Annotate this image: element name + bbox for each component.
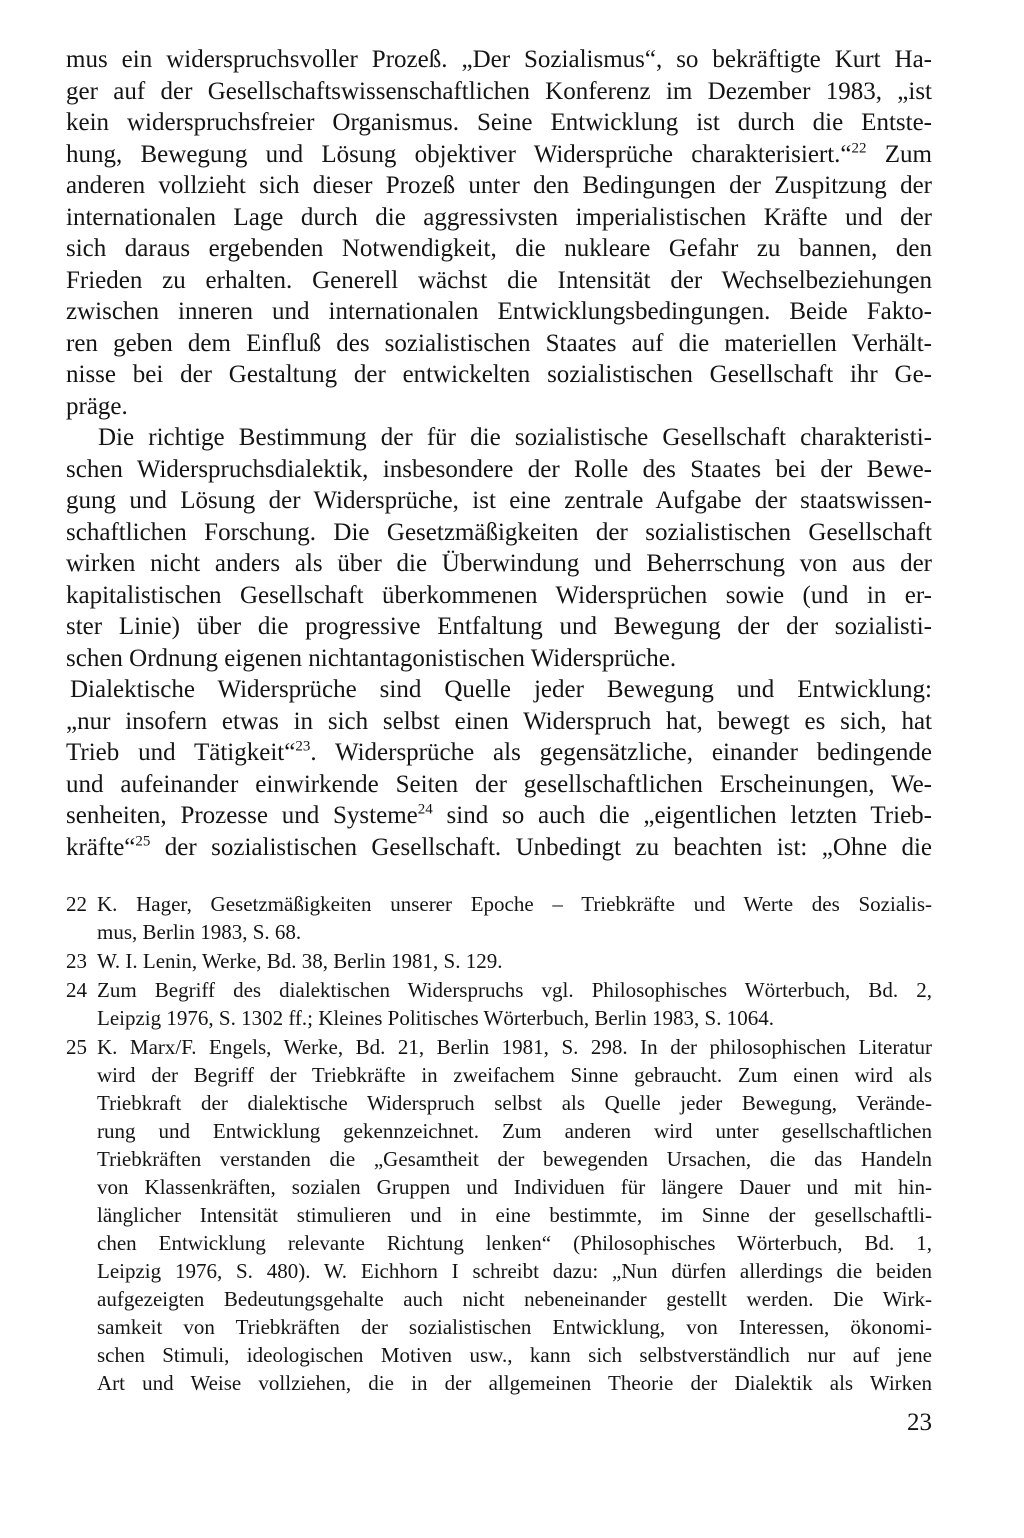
text-line: Frieden zu erhalten. Generell wächst die Intensität der Wechselbeziehungen	[66, 266, 932, 294]
footnote-line: länglicher Intensität stimulieren und in eine bestimmte, im Sinne der gesellschaftli-	[97, 1203, 932, 1227]
text-line: wirken nicht anders als über die Überwindung und Beherrschung von aus der	[66, 550, 932, 577]
footnote-ref: 25	[135, 833, 151, 850]
text-line	[66, 832, 932, 864]
footnote-line: Triebkraft der dialektische Widerspruch selbst als Quelle jeder Bewegung, Verände-	[97, 1091, 932, 1115]
text-segment: der sozialistischen Gesellschaft. Unbedingt zu beachten ist: „Ohne die	[150, 833, 932, 861]
footnote-line: Leipzig 1976, S. 480). W. Eichhorn I schreibt dazu: „Nun dürfen allerdings die beiden	[97, 1259, 932, 1283]
text-line: „nur insofern etwas in sich selbst einen Widerspruch hat, bewegt es sich, hat	[66, 707, 932, 735]
text-segment: Zum	[866, 140, 933, 168]
text-line: schen Ordnung eigenen nichtantagonistischen Widersprüche.	[66, 644, 677, 672]
footnote-line: mus, Berlin 1983, S. 68.	[97, 920, 302, 944]
text-line	[66, 737, 932, 769]
text-line: schaftlichen Forschung. Die Gesetzmäßigkeiten der sozialistischen Gesellschaft	[66, 518, 932, 546]
text-line: gung und Lösung der Widersprüche, ist eine zentrale Aufgabe der staatswissen-	[66, 487, 932, 514]
text-line: sich daraus ergebenden Notwendigkeit, die nukleare Gefahr zu bannen, den	[66, 235, 932, 262]
footnote-line: samkeit von Triebkräften der sozialistischen Entwicklung, von Interessen, ökonomi-	[97, 1315, 932, 1339]
footnote-22	[66, 890, 932, 946]
text-line: Die richtige Bestimmung der für die sozialistische Gesellschaft charakteristi-	[98, 424, 932, 451]
text-line: ger auf der Gesellschaftswissenschaftlichen Konferenz im Dezember 1983, „ist	[66, 77, 932, 105]
text-segment: kräfte“	[66, 833, 136, 861]
text-line: kapitalistischen Gesellschaft überkommenen Widersprüchen sowie (und in er-	[66, 581, 932, 609]
text-line: ster Linie) über die progressive Entfaltung und Bewegung der der sozialisti-	[66, 613, 932, 640]
footnote-number: 24	[66, 978, 87, 1002]
footnote-number: 25	[66, 1035, 87, 1059]
footnote-line: von Klassenkräften, sozialen Gruppen und Individuen für längere Dauer und mit hin-	[97, 1175, 932, 1199]
footnote-24	[66, 976, 932, 1032]
text-line	[66, 800, 932, 832]
footnote-line: Zum Begriff des dialektischen Widerspruchs vgl. Philosophisches Wörterbuch, Bd. 2,	[97, 978, 932, 1002]
footnote-line: Leipzig 1976, S. 1302 ff.; Kleines Politisches Wörterbuch, Berlin 1983, S. 1064.	[97, 1006, 774, 1030]
footnote-line: K. Marx/F. Engels, Werke, Bd. 21, Berlin 1981, S. 298. In der philosophischen Literatur	[97, 1035, 932, 1059]
text-line: und aufeinander einwirkende Seiten der gesellschaftlichen Erscheinungen, We-	[66, 770, 932, 798]
text-line: ren geben dem Einfluß des sozialistischen Staates auf die materiellen Verhält-	[66, 329, 932, 357]
footnote-ref: 24	[417, 801, 433, 818]
footnote-number: 23	[66, 949, 87, 973]
text-line: nisse bei der Gestaltung der entwickelten sozialistischen Gesellschaft ihr Ge-	[66, 361, 932, 388]
footnote-line: W. I. Lenin, Werke, Bd. 38, Berlin 1981, S. 129.	[97, 949, 503, 973]
text-line: schen Widerspruchsdialektik, insbesondere der Rolle des Staates bei der Bewe-	[66, 455, 932, 483]
footnote-line: Art und Weise vollziehen, die in der allgemeinen Theorie der Dialektik als Wirken	[97, 1371, 932, 1395]
footnote-number: 22	[66, 892, 87, 916]
footnote-ref: 22	[851, 140, 867, 157]
text-segment: Trieb und Tätigkeit“	[66, 739, 296, 766]
text-segment: sind so auch die „eigentlichen letzten Trieb-	[432, 802, 932, 829]
footnote-line: chen Entwicklung relevante Richtung lenken“ (Philosophisches Wörterbuch, Bd. 1,	[97, 1231, 932, 1255]
footnote-line: rung und Entwicklung gekennzeichnet. Zum anderen wird unter gesellschaftlichen	[97, 1119, 932, 1143]
text-line	[66, 139, 932, 171]
footnote-line: K. Hager, Gesetzmäßigkeiten unserer Epoche – Triebkräfte und Werte des Sozialis-	[97, 892, 932, 916]
text-segment: . Widersprüche als gegensätzliche, einander bedingende	[310, 739, 933, 766]
paragraph-3	[66, 674, 932, 863]
paragraph-2	[66, 422, 932, 674]
text-line: kein widerspruchsfreier Organismus. Seine Entwicklung ist durch die Entste-	[66, 109, 932, 136]
page-number: 23	[907, 1409, 932, 1436]
text-line: Dialektische Widersprüche sind Quelle jeder Bewegung und Entwicklung:	[70, 676, 932, 703]
paragraph-1	[66, 44, 932, 422]
text-line: internationalen Lage durch die aggressivsten imperialistischen Kräfte und der	[66, 203, 932, 231]
text-segment: senheiten, Prozesse und Systeme	[66, 802, 418, 829]
text-line: präge.	[66, 392, 128, 420]
text-line: mus ein widerspruchsvoller Prozeß. „Der Sozialismus“, so bekräftigte Kurt Ha-	[66, 46, 932, 73]
footnote-line: wird der Begriff der Triebkräfte in zweifachem Sinne gebraucht. Zum einen wird als	[97, 1063, 932, 1087]
footnote-23	[66, 947, 932, 975]
text-line: anderen vollzieht sich dieser Prozeß unter den Bedingungen der Zuspitzung der	[66, 172, 932, 199]
footnotes	[66, 890, 932, 1398]
main-text	[66, 44, 932, 863]
text-line: zwischen inneren und internationalen Entwicklungsbedingungen. Beide Fakto-	[66, 298, 932, 325]
footnote-line: aufgezeigten Bedeutungsgehalte auch nicht nebeneinander gestellt werden. Die Wirk-	[97, 1287, 932, 1311]
footnote-line: schen Stimuli, ideologischen Motiven usw., kann sich selbstverständlich nur auf jene	[97, 1343, 932, 1367]
text-segment: hung, Bewegung und Lösung objektiver Widersprüche charakterisiert.“	[66, 140, 852, 168]
footnote-line: Triebkräften verstanden die „Gesamtheit der bewegenden Ursachen, die das Handeln	[97, 1147, 932, 1171]
footnote-25	[66, 1033, 932, 1397]
footnote-ref: 23	[295, 738, 311, 755]
